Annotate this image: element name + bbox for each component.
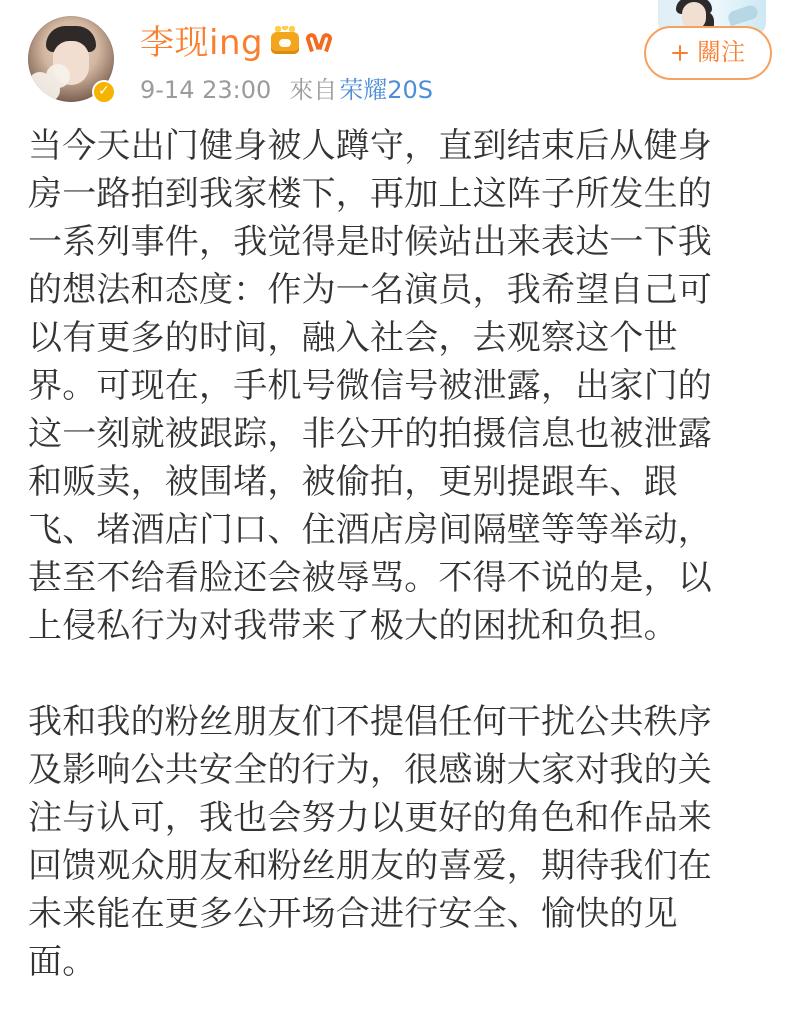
avatar-face: [53, 41, 89, 85]
post-line: 这一刻就被跟踪，非公开的拍摄信息也被泄露: [28, 414, 712, 454]
post-line: 及影响公共安全的行为，很感谢大家对我的关: [28, 750, 712, 790]
post-header: [0, 0, 800, 120]
post-line: 甚至不给看脸还会被辱骂。不得不说的是，以: [28, 558, 712, 598]
post-line: 注与认可，我也会努力以更好的角色和作品来: [28, 798, 712, 838]
source-device-link[interactable]: 荣耀20S: [339, 76, 434, 104]
post-body: [28, 122, 772, 986]
post-subtitle: [140, 75, 580, 105]
plus-icon: [671, 44, 689, 62]
crown-icon: [271, 32, 299, 54]
post-line: 回馈观众朋友和粉丝朋友的喜爱，期待我们在: [28, 846, 712, 886]
post-paragraph-1: [28, 122, 772, 650]
post-line: 我和我的粉丝朋友们不提倡任何干扰公共秩序: [28, 702, 712, 742]
post-line: 和贩卖，被围堵，被偷拍，更别提跟车、跟: [28, 462, 678, 502]
avatar-flower-decoration: [28, 72, 52, 96]
post-line: 飞、堵酒店门口、住酒店房间隔壁等等举动，: [28, 510, 712, 550]
post-meta: [140, 23, 580, 107]
post-line: 一系列事件，我觉得是时候站出来表达一下我: [28, 222, 712, 262]
source-prefix: 來自: [289, 76, 338, 104]
post-paragraph-2: [28, 698, 772, 986]
post-line: 的想法和态度：作为一名演员，我希望自己可: [28, 270, 712, 310]
avatar-container[interactable]: [28, 16, 114, 102]
verified-badge: [92, 80, 116, 104]
post-line: 面。: [28, 942, 97, 982]
post-line: 以有更多的时间，融入社会，去观察这个世: [28, 318, 678, 358]
post-line: 上侵私行为对我带来了极大的困扰和负担。: [28, 606, 678, 646]
username-row: [140, 23, 580, 63]
post-line: 未来能在更多公开场合进行安全、愉快的见: [28, 894, 678, 934]
post-line: 当今天出门健身被人蹲守，直到结束后从健身: [28, 126, 712, 166]
follow-button[interactable]: [644, 26, 772, 80]
post-line: 房一路拍到我家楼下，再加上这阵子所发生的: [28, 174, 712, 214]
verified-check-icon: ✓: [98, 83, 110, 99]
ribbon-icon: [307, 31, 331, 55]
follow-button-label: 關注: [697, 39, 745, 66]
post-timestamp: 9-14 23:00: [140, 76, 272, 104]
post-line: 界。可现在，手机号微信号被泄露，出家门的: [28, 366, 712, 406]
username[interactable]: 李现ing: [140, 23, 264, 63]
mini-profile-leaf: [727, 4, 760, 27]
